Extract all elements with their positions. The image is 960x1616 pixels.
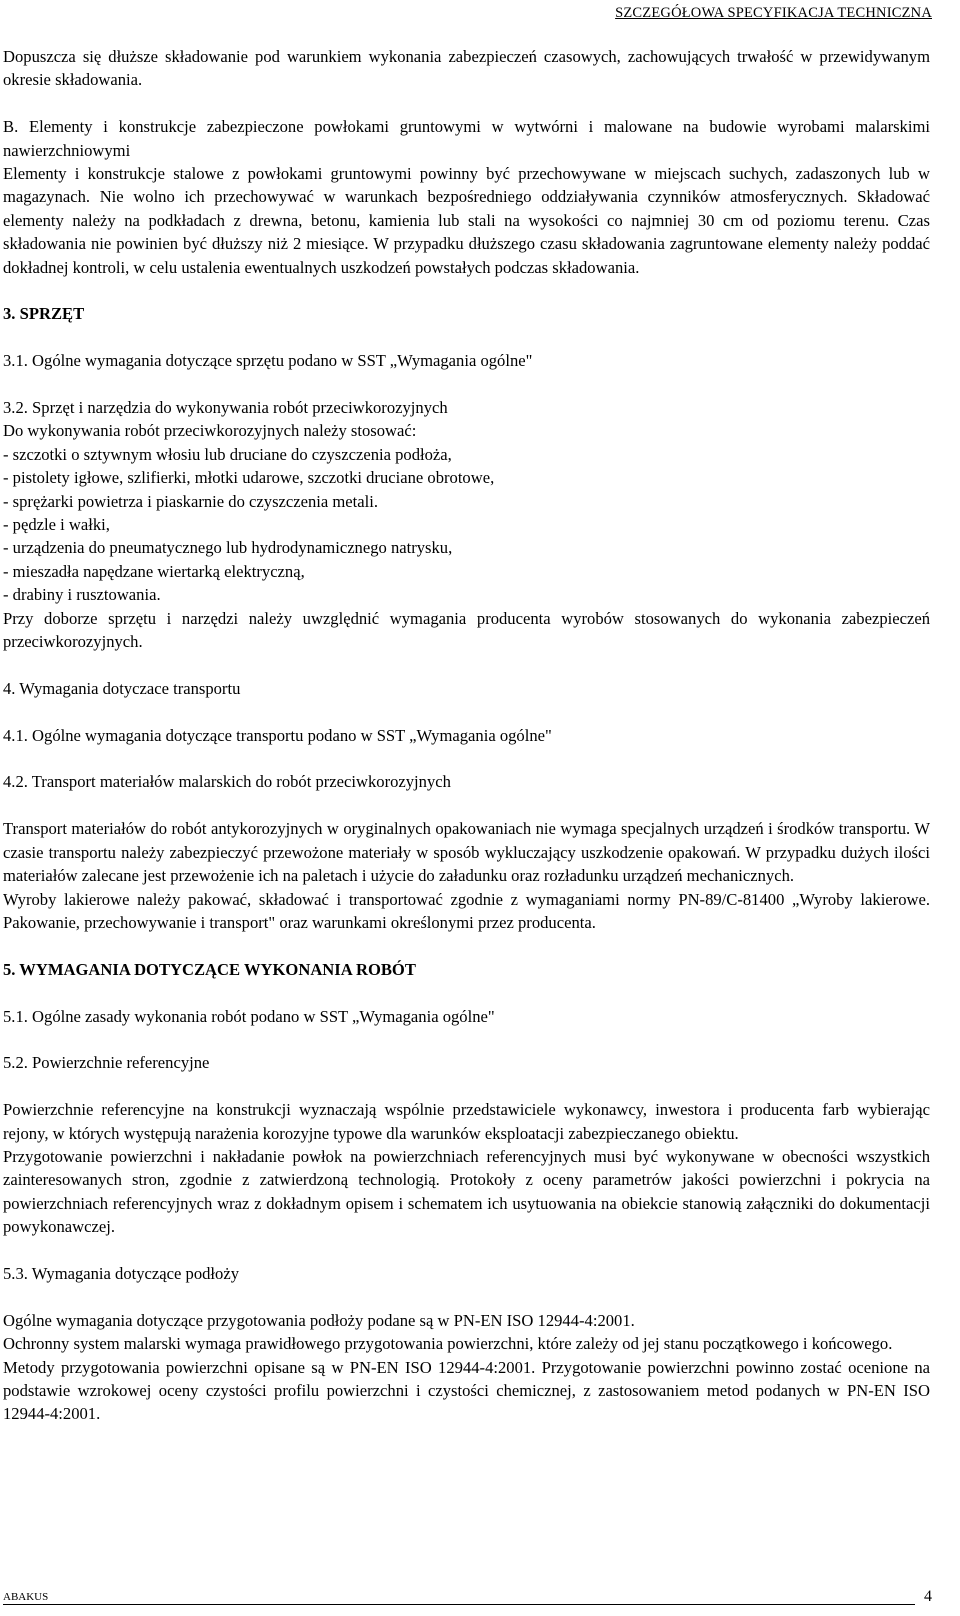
paragraph-intro: Dopuszcza się dłuższe składowanie pod warunkiem wykonania zabezpieczeń czasowych, zachowujących trwałość w przewidywanym okresie składowania. — [3, 47, 930, 90]
section-5-heading: 5. WYMAGANIA DOTYCZĄCE WYKONANIA ROBÓT — [3, 959, 416, 979]
section-5-2-heading: 5.2. Powierzchnie referencyjne — [3, 1053, 210, 1073]
section-4-2-paragraph-2: Wyroby lakierowe należy pakować, składować i transportować zgodnie z wymaganiami normy PN-89/C-81400 „Wyroby lakierowe. Pakowanie, przechowywanie i transport" oraz warunkami określonymi przez producenta. — [3, 889, 930, 932]
list-item: - pistolety igłowe, szlifierki, młotki udarowe, szczotki druciane obrotowe, — [3, 468, 495, 488]
list-item: - pędzle i wałki, — [3, 515, 110, 535]
list-item: - mieszadła napędzane wiertarką elektryczną, — [3, 561, 305, 581]
paragraph-b-text: Elementy i konstrukcje stalowe z powłokami gruntowymi powinny być przechowywane w miejscach suchych, zadaszonych lub w magazynach. Nie wolno ich przechowywać w warunkach bezpośredniego oddziaływania czynników atmosferycznych. Składować elementy należy na podkładach z drewna, betonu, kamienia lub stali na wysokości co najmniej 30 cm od poziomu terenu. Czas składowania nie powinien być dłuższy niż 2 miesiące. W przypadku dłuższego czasu składowania zagruntowane elementy należy poddać dokładnej kontroli, w celu ustalenia ewentualnych uszkodzeń powstałych podczas składowania. — [3, 164, 930, 277]
section-4-2-paragraph-1: Transport materiałów do robót antykorozyjnych w oryginalnych opakowaniach nie wymaga specjalnych urządzeń i środków transportu. W czasie transportu należy zabezpieczyć przewożone materiały w sposób wykluczający uszkodzenie opakowań. W przypadku dużych ilości materiałów zalecane jest przewożenie ich na paletach i użycie do załadunku oraz rozładunku urządzeń mechanicznych. — [3, 819, 930, 886]
list-item: - szczotki o sztywnym włosiu lub druciane do czyszczenia podłoża, — [3, 444, 452, 464]
section-3-1: 3.1. Ogólne wymagania dotyczące sprzętu podano w SST „Wymagania ogólne" — [3, 351, 533, 371]
section-4-2-heading: 4.2. Transport materiałów malarskich do robót przeciwkorozyjnych — [3, 772, 451, 792]
footer-company: ABAKUS — [3, 1591, 49, 1603]
page-number: 4 — [924, 1588, 932, 1605]
section-3-heading: 3. SPRZĘT — [3, 304, 85, 324]
list-item: - urządzenia do pneumatycznego lub hydrodynamicznego natrysku, — [3, 538, 453, 558]
section-3-2-intro: Do wykonywania robót przeciwkorozyjnych należy stosować: — [3, 421, 417, 441]
section-3-2-heading: 3.2. Sprzęt i narzędzia do wykonywania robót przeciwkorozyjnych — [3, 398, 448, 418]
section-5-2-paragraph-2: Przygotowanie powierzchni i nakładanie powłok na powierzchniach referencyjnych musi być wykonywane w obecności wszystkich zainteresowanych stron, zgodnie z zatwierdzoną technologią. Protokoły z oceny parametrów jakości powierzchni i pokrycia na powierzchniach referencyjnych wraz z dokładnym opisem i schematem ich usytuowania na obiekcie stanowią załączniki do dokumentacji powykonawczej. — [3, 1146, 930, 1237]
document-body — [3, 45, 930, 1426]
section-4-1: 4.1. Ogólne wymagania dotyczące transportu podano w SST „Wymagania ogólne" — [3, 725, 552, 745]
section-5-3-paragraph-2: Ochronny system malarski wymaga prawidłowego przygotowania powierzchni, które zależy od jej stanu początkowego i końcowego. — [3, 1334, 893, 1354]
section-5-3-paragraph-3: Metody przygotowania powierzchni opisane są w PN-EN ISO 12944-4:2001. Przygotowanie powierzchni powinno zostać ocenione na podstawie wzrokowej oceny czystości profilu powierzchni i czystości chemicznej, z zastosowaniem metod podanych w PN-EN ISO 12944-4:2001. — [3, 1357, 930, 1424]
list-item: - sprężarki powietrza i piaskarnie do czyszczenia metali. — [3, 491, 379, 511]
footer-rule — [3, 1604, 915, 1605]
section-5-3-paragraph-1: Ogólne wymagania dotyczące przygotowania podłoży podane są w PN-EN ISO 12944-4:2001. — [3, 1310, 635, 1330]
section-5-3-heading: 5.3. Wymagania dotyczące podłoży — [3, 1263, 239, 1283]
section-5-1: 5.1. Ogólne zasady wykonania robót podano w SST „Wymagania ogólne" — [3, 1006, 495, 1026]
paragraph-b-heading: B. Elementy i konstrukcje zabezpieczone powłokami gruntowymi w wytwórni i malowane na budowie wyrobami malarskimi nawierzchniowymi — [3, 117, 930, 160]
section-3-2-note: Przy doborze sprzętu i narzędzi należy uwzględnić wymagania producenta wyrobów stosowanych do wykonania zabezpieczeń przeciwkorozyjnych. — [3, 608, 930, 652]
section-5-2-paragraph-1: Powierzchnie referencyjne na konstrukcji wyznaczają wspólnie przedstawiciele wykonawcy, inwestora i producenta farb wybierając rejony, w których występują narażenia korozyjne typowe dla warunków eksploatacji zabezpieczanego obiektu. — [3, 1100, 930, 1143]
section-4-heading: 4. Wymagania dotyczace transportu — [3, 678, 241, 698]
list-item: - drabiny i rusztowania. — [3, 585, 161, 605]
running-header: SZCZEGÓŁOWA SPECYFIKACJA TECHNICZNA — [615, 5, 932, 21]
